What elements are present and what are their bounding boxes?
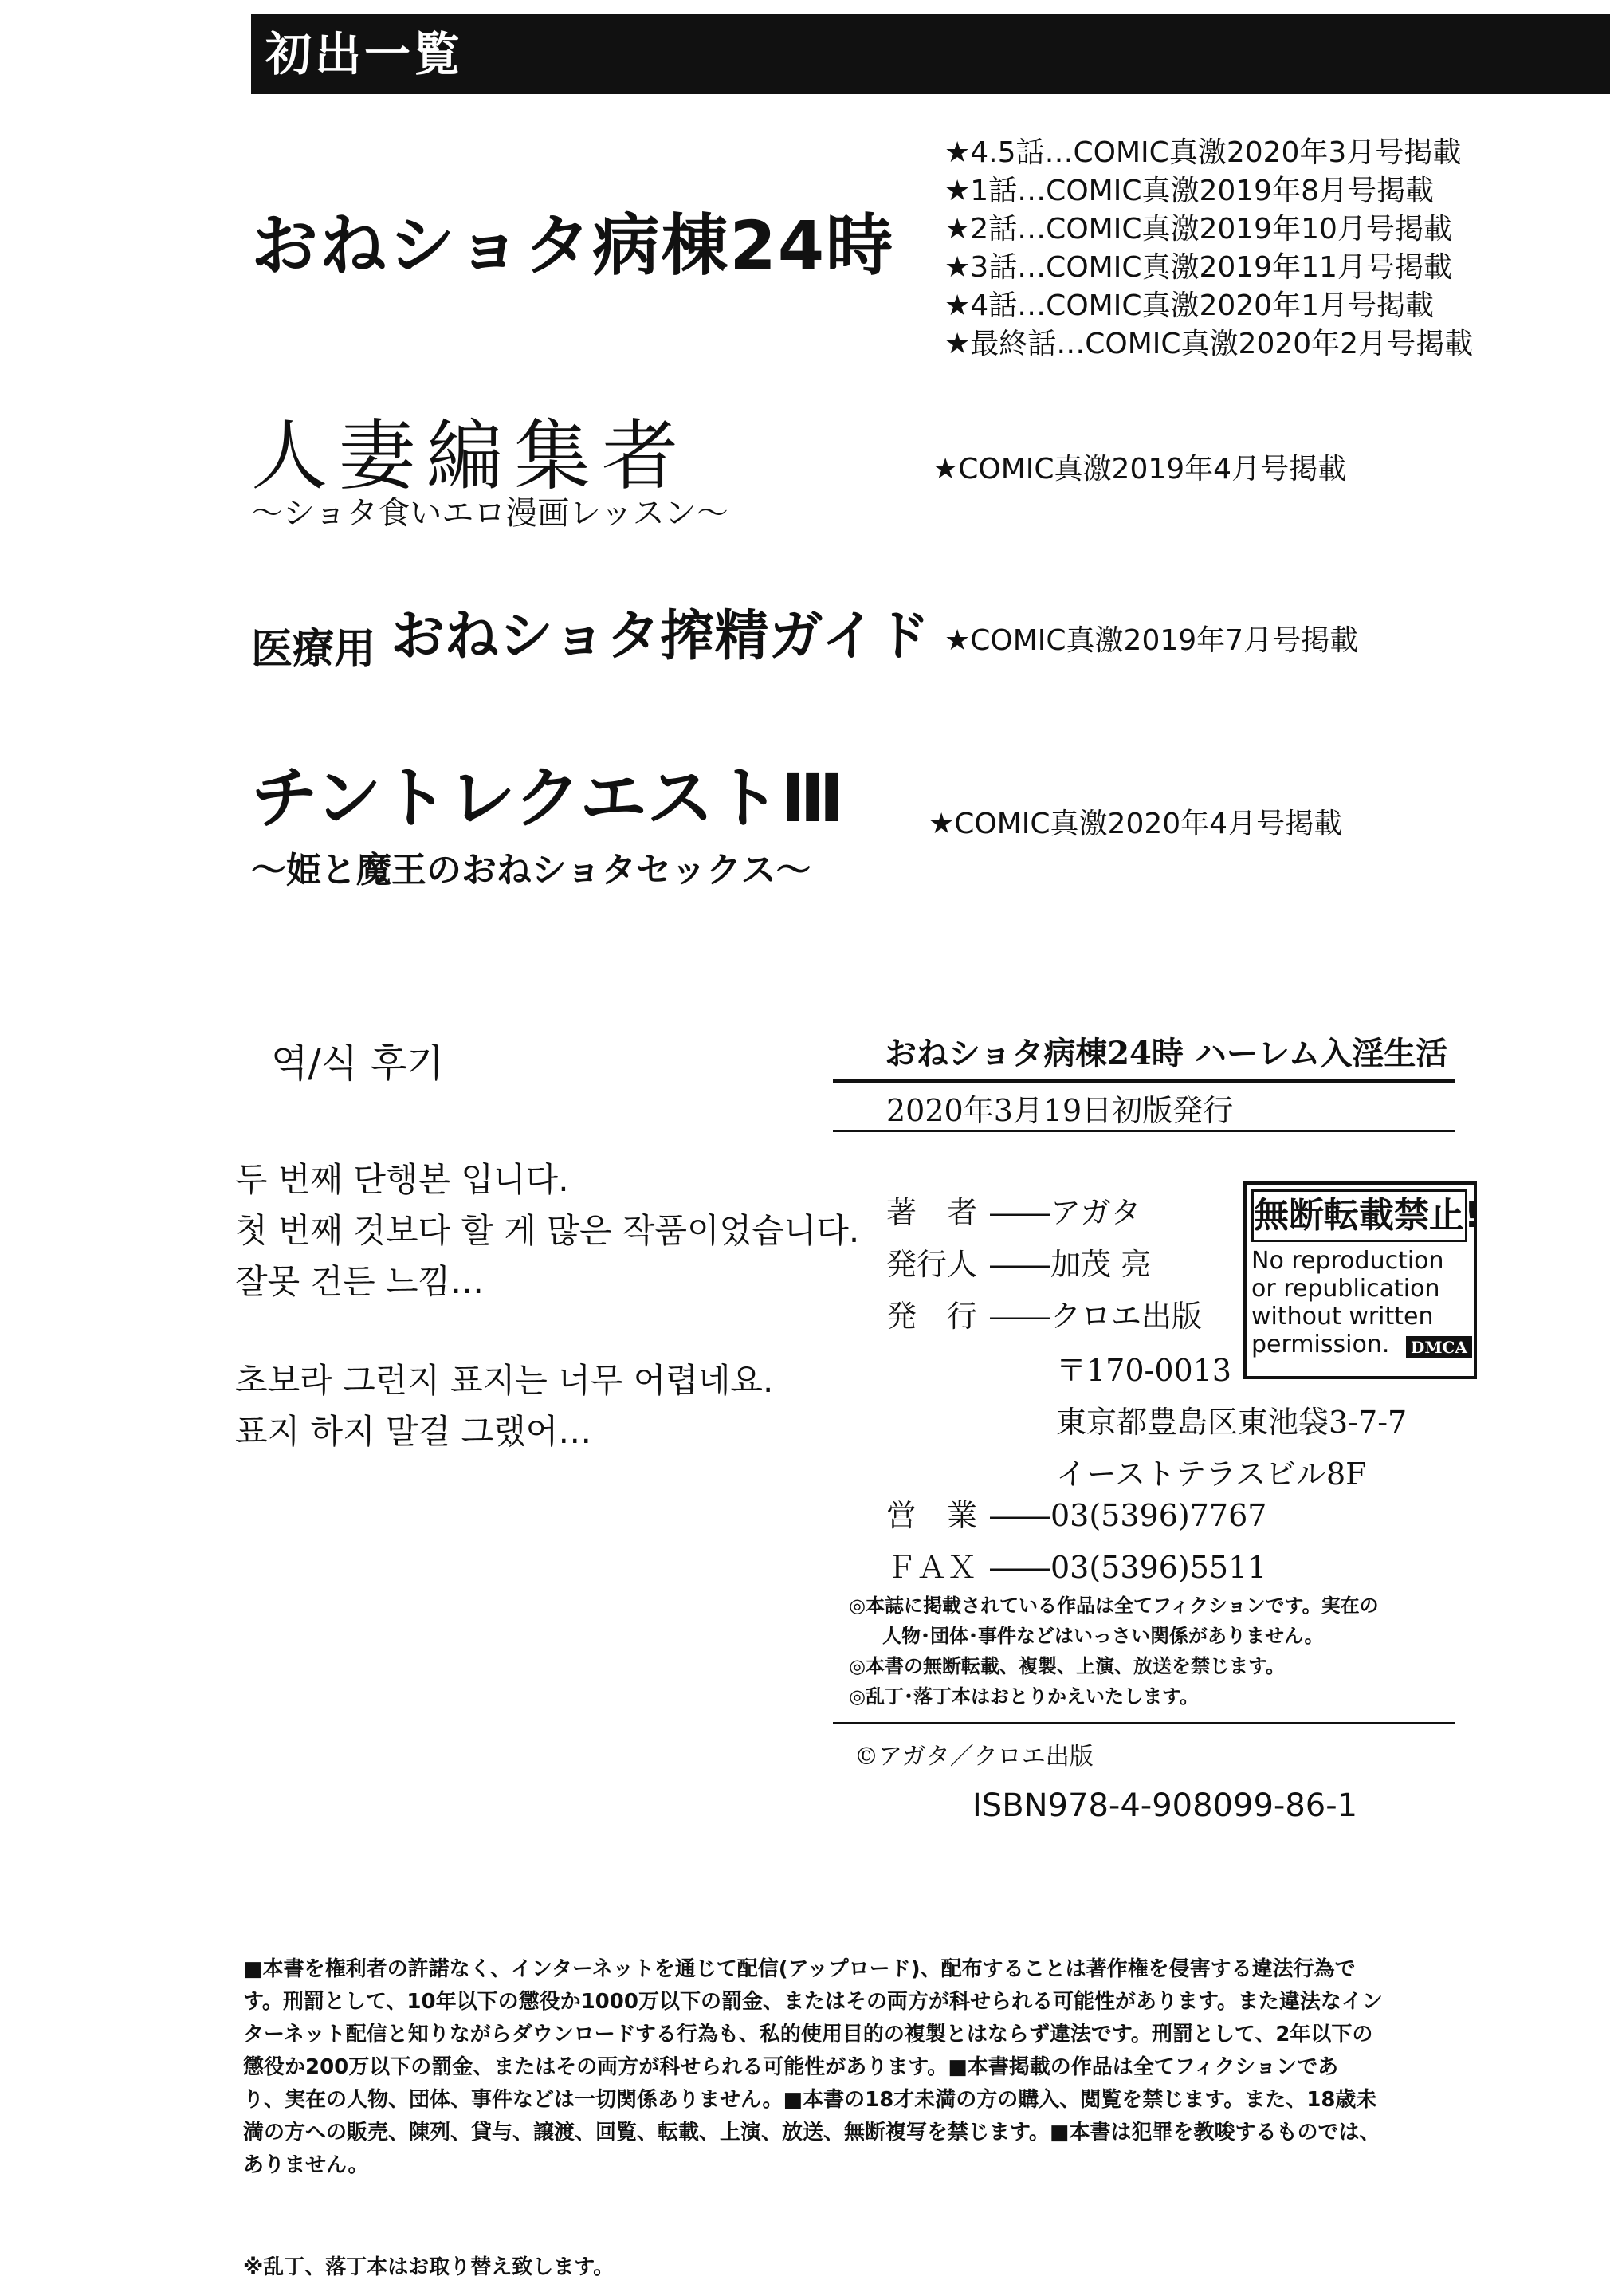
colophon-row-label: 著 者 [886, 1195, 978, 1230]
notice-line: 人物･団体･事件などはいっさい関係がありません。 [882, 1624, 1324, 1647]
work-title-3: おねショタ搾精ガイド [391, 605, 930, 668]
address-line: イーストテラスビル8F [1056, 1457, 1367, 1492]
legal-notice [243, 1953, 1463, 2182]
colophon-row-value: 加茂 亮 [1050, 1247, 1152, 1282]
legal-line: ■本書を権利者の許諾なく、インターネットを通じて配信(アップロード)、配布することは著作権を侵害する違法行為で [243, 1957, 1356, 1981]
publication-list-1 [944, 134, 1473, 364]
colophon-notices [849, 1590, 1379, 1712]
legal-line: り、実在の人物、団体、事件などは一切関係ありません。■本書の18才未満の方の購入、閲覧を禁じます。また、18歳未 [243, 2088, 1377, 2112]
colophon-row [886, 1292, 1202, 1335]
work-title-4: チントレクエストⅢ [251, 759, 844, 837]
contact-value: 03(5396)7767 [1050, 1498, 1267, 1533]
copyright: ©アガタ／クロエ出版 [854, 1743, 1094, 1771]
legal-footer: ※乱丁、落丁本はお取り替え致します。 [243, 2255, 615, 2279]
translator-note-line: 잘못 건든 느낌… [235, 1262, 485, 1301]
publication-item: ★3話…COMIC真激2019年11月号掲載 [944, 251, 1452, 284]
contact-value: 03(5396)5511 [1050, 1550, 1267, 1585]
dmca-en-line: No reproduction [1251, 1247, 1444, 1275]
colophon-row [886, 1240, 1151, 1284]
publication-item: ★COMIC真激2019年7月号掲載 [944, 624, 1359, 657]
translator-note-line: 첫 번째 것보다 할 게 많은 작품이었습니다. [235, 1211, 860, 1250]
colophon-rule-bottom [833, 1722, 1455, 1724]
publication-item: ★1話…COMIC真激2019年8月号掲載 [944, 175, 1434, 207]
work-subtitle-2: 〜ショタ食いエロ漫画レッスン〜 [251, 495, 728, 532]
colophon-dash: ―― [990, 1195, 1050, 1230]
dmca-en-line: without written [1251, 1303, 1434, 1331]
dmca-jp-text: 無断転載禁止! [1251, 1189, 1467, 1242]
dmca-en-line: or republication [1251, 1275, 1440, 1303]
dmca-notice-box [1243, 1181, 1481, 1379]
publication-item: ★最終話…COMIC真激2020年2月号掲載 [944, 328, 1474, 360]
contact-label: ＦＡＸ [886, 1550, 978, 1585]
page-title: 初出一覧 [265, 27, 464, 81]
colophon-row-value: アガタ [1050, 1195, 1141, 1230]
work-subtitle-4: 〜姫と魔王のおねショタセックス〜 [251, 850, 811, 890]
notice-line: ◎本誌に掲載されている作品は全てフィクションです。実在の [849, 1594, 1379, 1617]
publication-item: ★2話…COMIC真激2019年10月号掲載 [944, 213, 1452, 246]
translator-note-heading: 역/식 후기 [271, 1041, 444, 1086]
colophon-row-label: 発 行 [886, 1299, 978, 1334]
legal-line: す。刑罰として、10年以下の懲役か1000万以下の罰金、またはその両方が科せられる可能性があります。また違法なイン [243, 1990, 1383, 2014]
colophon-row-value: クロエ出版 [1050, 1299, 1203, 1334]
colophon-rule-mid [833, 1130, 1455, 1132]
dmca-en-line: permission. [1251, 1331, 1390, 1358]
colophon-dash: ―― [990, 1247, 1050, 1282]
translator-note-line: 초보라 그런지 표지는 너무 어렵네요. [235, 1361, 774, 1400]
translator-note-line: 두 번째 단행본 입니다. [235, 1160, 569, 1199]
colophon-book-title: おねショタ病棟24時 ハーレム入淫生活 [885, 1035, 1448, 1072]
colophon-row-label: 発行人 [886, 1247, 978, 1282]
publication-item: ★4.5話…COMIC真激2020年3月号掲載 [944, 136, 1462, 169]
translator-note-line: 표지 하지 말걸 그랬어… [235, 1412, 592, 1451]
colophon-date: 2020年3月19日初版発行 [886, 1093, 1234, 1128]
translator-note-paragraph-1 [235, 1154, 859, 1307]
work-title-1: おねショタ病棟24時 [251, 206, 895, 285]
legal-line: ターネット配信と知りながらダウンロードする行為も、私的使用目的の複製とはならず違法です。刑罰として、2年以下の [243, 2023, 1373, 2046]
legal-line: ありません。 [243, 2153, 369, 2177]
header-bar [251, 14, 1610, 94]
translator-note-paragraph-2 [235, 1355, 773, 1457]
colophon-row [886, 1188, 1141, 1232]
address-line: 東京都豊島区東池袋3-7-7 [1056, 1405, 1408, 1440]
colophon-dash: ―― [990, 1550, 1050, 1585]
notice-line: ◎乱丁･落丁本はおとりかえいたします。 [849, 1685, 1200, 1708]
publication-item: ★4話…COMIC真激2020年1月号掲載 [944, 289, 1434, 322]
contact-row [886, 1491, 1266, 1535]
contact-row [886, 1543, 1266, 1586]
colophon-dash: ―― [990, 1498, 1050, 1533]
colophon-dash: ―― [990, 1299, 1050, 1334]
work-prefix-3: 医療用 [251, 626, 376, 674]
isbn: ISBN978-4-908099-86-1 [972, 1787, 1358, 1824]
publication-item: ★COMIC真激2019年4月号掲載 [933, 453, 1347, 486]
dmca-badge: DMCA [1406, 1336, 1472, 1358]
work-title-2: 人妻編集者 [251, 411, 689, 501]
address-line: 〒170-0013 [1056, 1353, 1232, 1388]
publication-item: ★COMIC真激2020年4月号掲載 [929, 808, 1343, 840]
legal-line: 懲役か200万以下の罰金、またはその両方が科せられる可能性があります。■本書掲載の作品は全てフィクションであ [243, 2055, 1339, 2079]
legal-line: 満の方への販売、陳列、貸与、譲渡、回覧、転載、上演、放送、無断複写を禁じます。■本書は犯罪を教唆するものでは、 [243, 2121, 1380, 2145]
colophon-rule-top [833, 1079, 1455, 1083]
contact-label: 営 業 [886, 1498, 978, 1533]
notice-line: ◎本書の無断転載、複製、上演、放送を禁じます。 [849, 1654, 1286, 1677]
